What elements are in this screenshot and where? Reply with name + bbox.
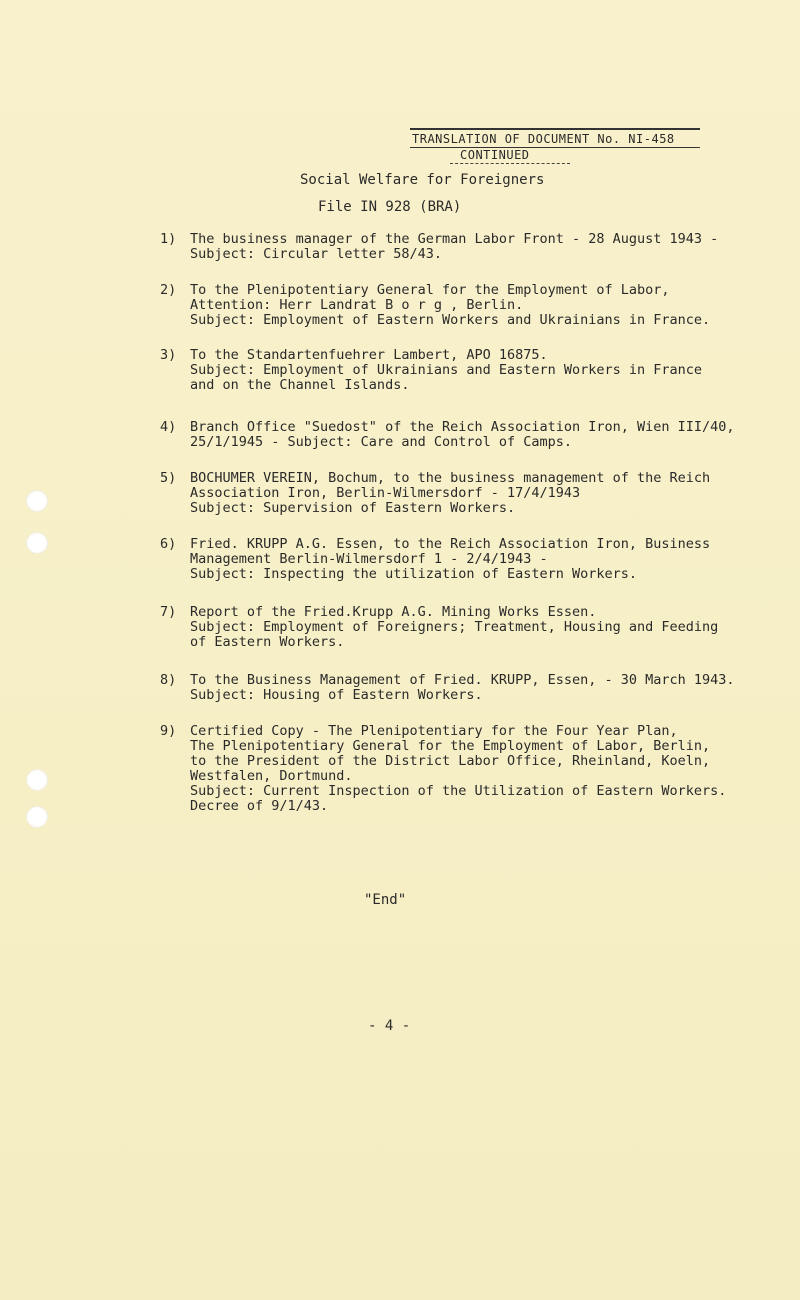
list-item-line: Decree of 9/1/43. — [190, 798, 329, 814]
list-item-number: 6) — [160, 536, 177, 552]
list-item-number: 9) — [160, 723, 177, 739]
list-item-line: Certified Copy - The Plenipotentiary for the Four Year Plan, — [190, 723, 678, 739]
list-item-text — [190, 724, 760, 814]
list-item-line: To the Plenipotentiary General for the Employment of Labor, — [190, 282, 670, 298]
end-marker: "End" — [364, 892, 407, 908]
list-item-line: The business manager of the German Labor Front - 28 August 1943 - — [190, 231, 719, 247]
list-item-number: 1) — [160, 231, 177, 247]
document-title: Social Welfare for Foreigners — [300, 172, 545, 188]
list-item-text — [190, 605, 760, 650]
list-item-line: Subject: Circular letter 58/43. — [190, 246, 442, 262]
punch-hole — [26, 532, 48, 554]
page-number: - 4 - — [368, 1018, 411, 1034]
list-item-line: Report of the Fried.Krupp A.G. Mining Works Essen. — [190, 604, 597, 620]
list-item-line: Subject: Employment of Foreigners; Treatment, Housing and Feeding — [190, 619, 719, 635]
list-item-text — [190, 420, 760, 450]
header-divider — [450, 163, 570, 164]
list-item-text — [190, 232, 760, 262]
header-translation-line: TRANSLATION OF DOCUMENT No. NI-458 — [410, 128, 700, 148]
list-item-line: BOCHUMER VEREIN, Bochum, to the business management of the Reich — [190, 470, 711, 486]
list-item-text — [190, 537, 760, 582]
list-item-number: 5) — [160, 470, 177, 486]
list-item-line: Fried. KRUPP A.G. Essen, to the Reich Association Iron, Business — [190, 536, 711, 552]
list-item-line: to the President of the District Labor Office, Rheinland, Koeln, — [190, 753, 711, 769]
punch-hole — [26, 769, 48, 791]
list-item-line: Subject: Housing of Eastern Workers. — [190, 687, 483, 703]
list-item-line: The Plenipotentiary General for the Employment of Labor, Berlin, — [190, 738, 711, 754]
list-item-text — [190, 283, 760, 328]
document-header — [410, 128, 700, 164]
list-item-line: To the Standartenfuehrer Lambert, APO 16875. — [190, 347, 548, 363]
list-item-line: Subject: Supervision of Eastern Workers. — [190, 500, 516, 516]
document-file-reference: File IN 928 (BRA) — [318, 199, 462, 215]
list-item-line: 25/1/1945 - Subject: Care and Control of Camps. — [190, 434, 573, 450]
list-item-line: of Eastern Workers. — [190, 634, 345, 650]
list-item-line: Subject: Employment of Ukrainians and Eastern Workers in France — [190, 362, 703, 378]
list-item-line: Subject: Employment of Eastern Workers and Ukrainians in France. — [190, 312, 711, 328]
list-item-line: Branch Office "Suedost" of the Reich Association Iron, Wien III/40, — [190, 419, 735, 435]
list-item-text — [190, 471, 760, 516]
list-item-text — [190, 348, 760, 393]
list-item-number: 8) — [160, 672, 177, 688]
list-item-line: and on the Channel Islands. — [190, 377, 410, 393]
list-item-number: 2) — [160, 282, 177, 298]
list-item-line: Association Iron, Berlin-Wilmersdorf - 17/4/1943 — [190, 485, 581, 501]
header-continued-line: CONTINUED — [460, 148, 530, 162]
list-item-number: 7) — [160, 604, 177, 620]
list-item-line: Attention: Herr Landrat B o r g , Berlin. — [190, 297, 524, 313]
list-item-line: Westfalen, Dortmund. — [190, 768, 353, 784]
list-item-number: 3) — [160, 347, 177, 363]
list-item-line: To the Business Management of Fried. KRUPP, Essen, - 30 March 1943. — [190, 672, 735, 688]
list-item-text — [190, 673, 760, 703]
list-item-line: Subject: Inspecting the utilization of Eastern Workers. — [190, 566, 638, 582]
punch-hole — [26, 806, 48, 828]
list-item-number: 4) — [160, 419, 177, 435]
punch-hole — [26, 490, 48, 512]
list-item-line: Subject: Current Inspection of the Utilization of Eastern Workers. — [190, 783, 727, 799]
list-item-line: Management Berlin-Wilmersdorf 1 - 2/4/1943 - — [190, 551, 548, 567]
